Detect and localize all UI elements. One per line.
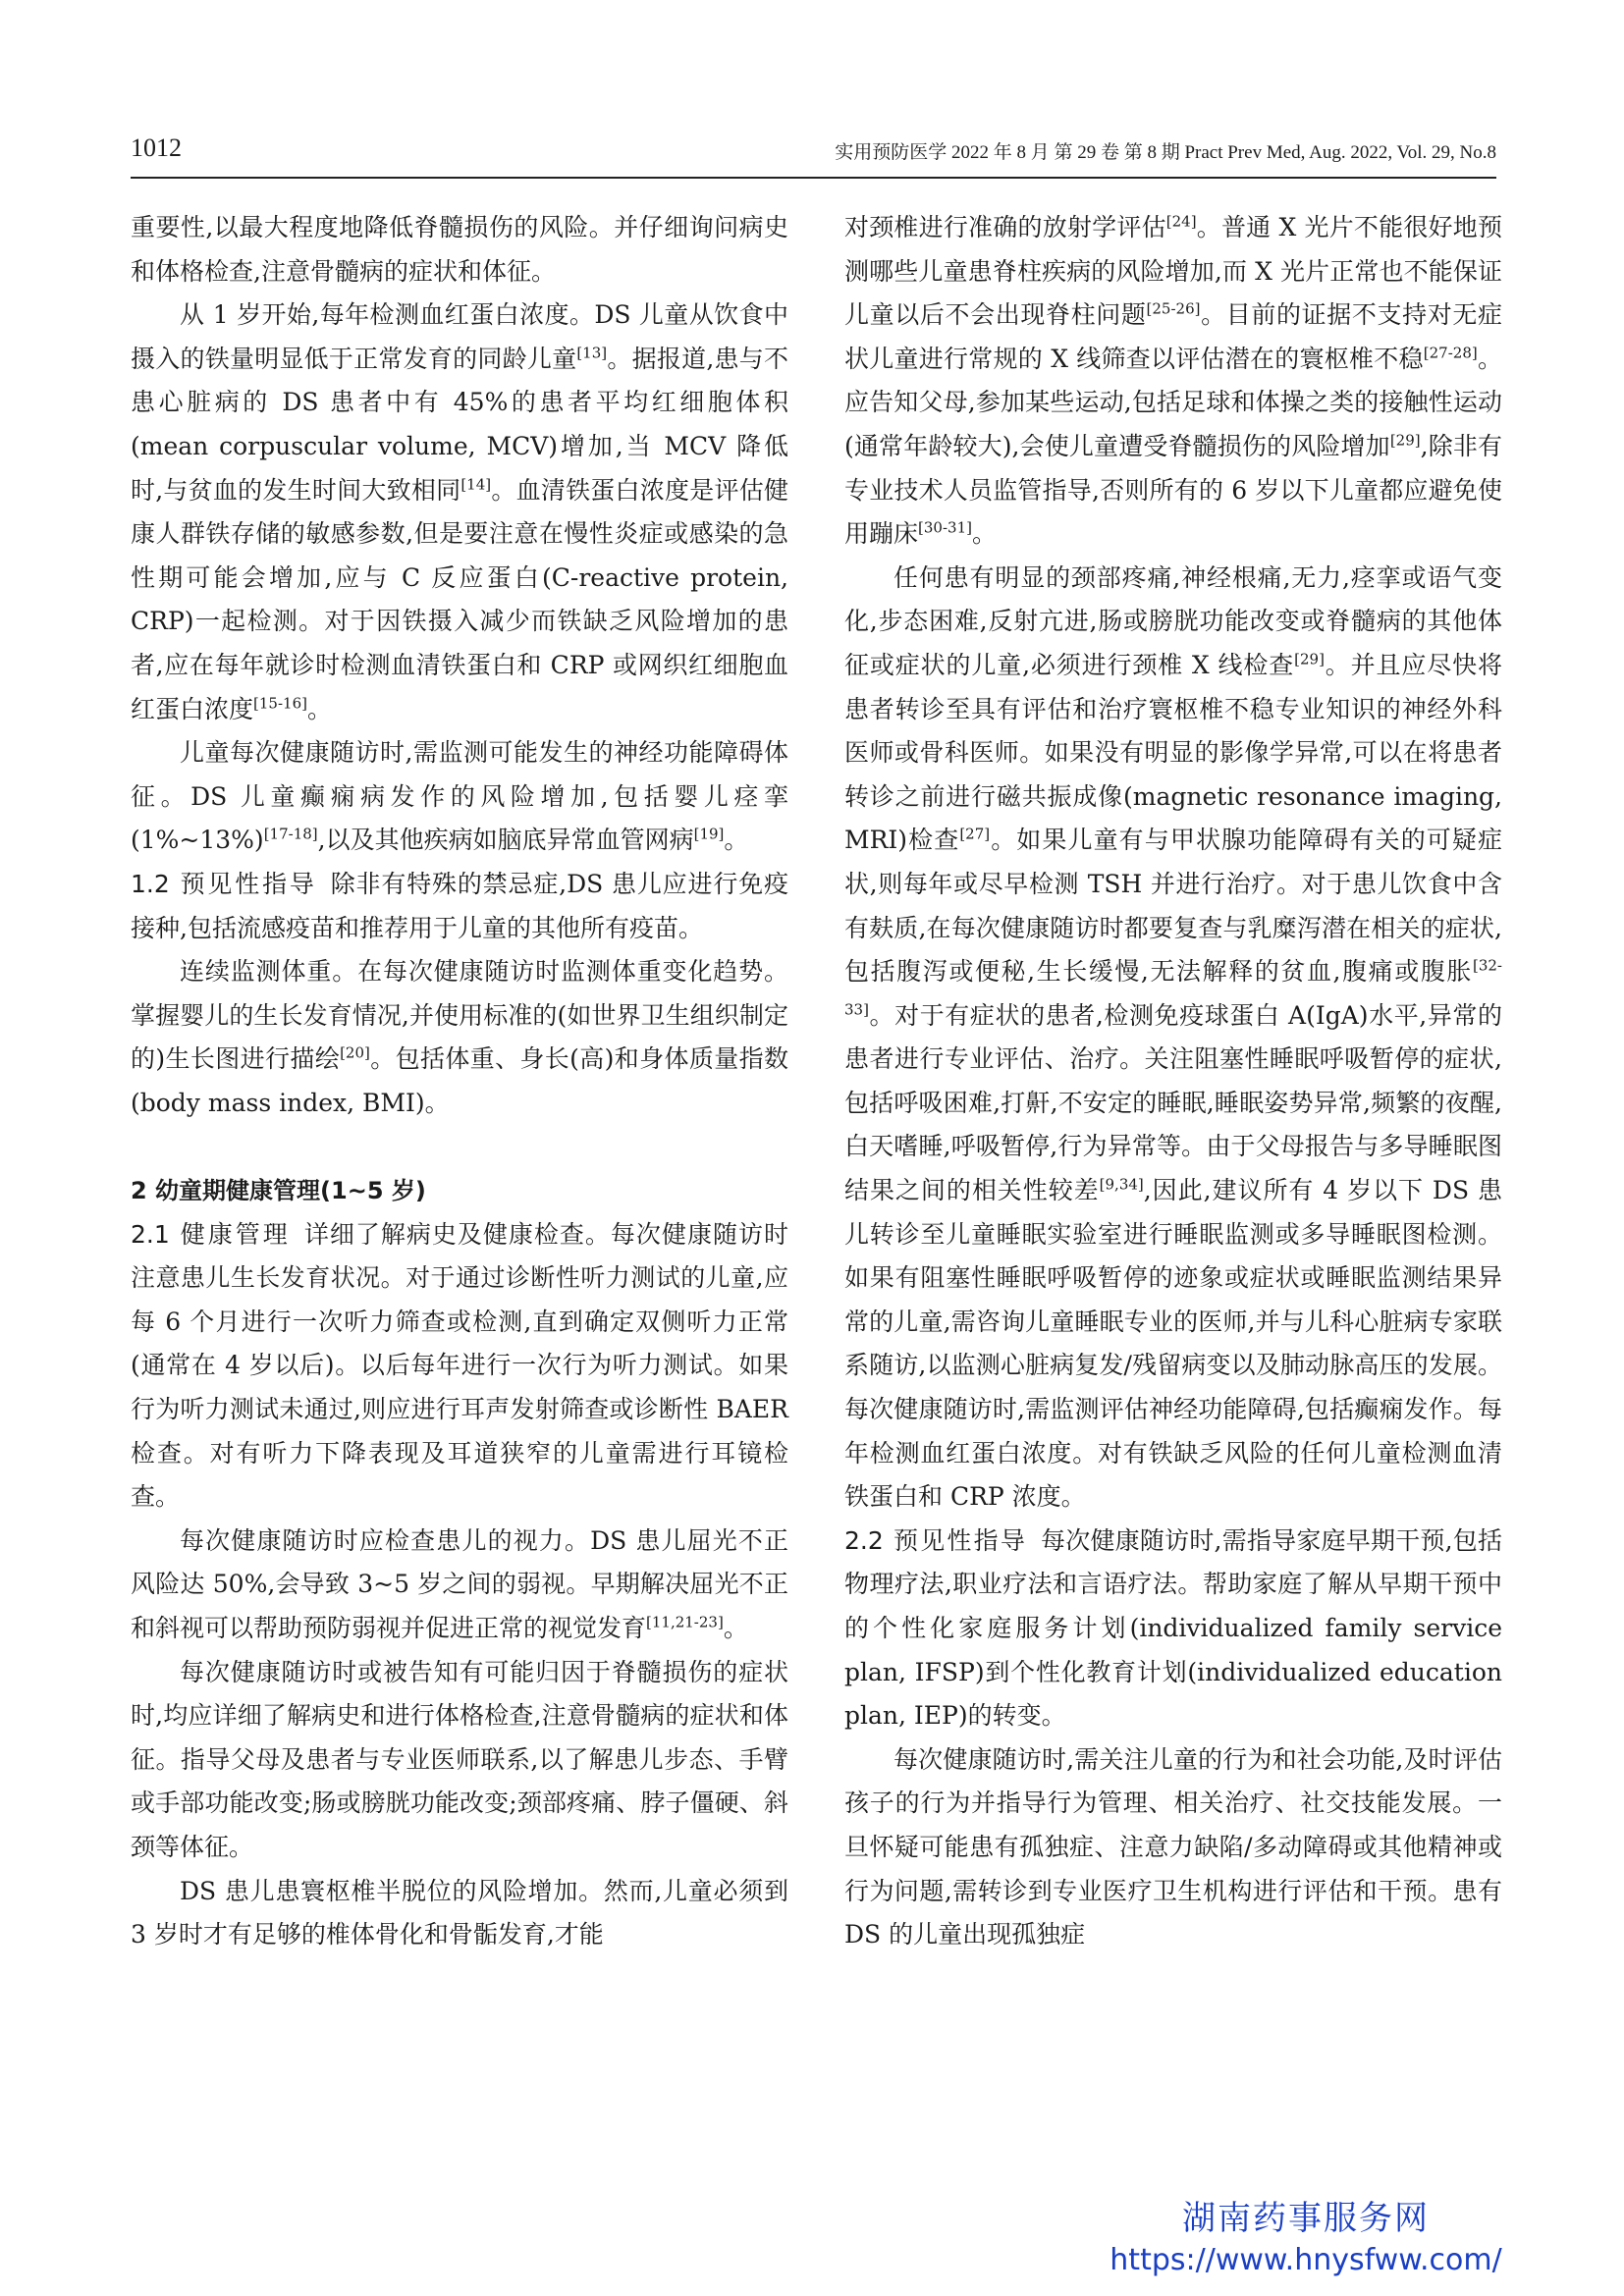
citation[interactable]: [20] — [340, 1043, 370, 1062]
citation[interactable]: [11,21-23] — [646, 1613, 724, 1631]
citation[interactable]: [32-33] — [844, 956, 1502, 1019]
citation[interactable]: [9,34] — [1099, 1175, 1144, 1194]
section-heading-2: 2 幼童期健康管理(1~5 岁) — [131, 1177, 426, 1205]
subsection-title: 预见性指导 — [179, 869, 317, 898]
paragraph: 对颈椎进行准确的放射学评估[24]。普通 X 光片不能很好地预测哪些儿童患脊柱疾病的风险增加,而 X 光片正常也不能保证儿童以后不会出现脊柱问题[25-26]。目前的证据不支持对无症状儿童进行常规的 X 线筛查以评估潜在的寰枢椎不稳[27-28]。应告知父母,参加某些运动,包括足球和体操之类的接触性运动(通常年龄较大),会使儿童遭受脊髓损伤的风险增加[29],除非有专业技术人员监管指导,否则所有的 6 岁以下儿童都应避免使用蹦床[30-31]。 — [844, 212, 1502, 549]
paragraph: 连续监测体重。在每次健康随访时监测体重变化趋势。掌握婴儿的生长发育情况,并使用标准的(如世界卫生组织制定的)生长图进行描绘[20]。包括体重、身长(高)和身体质量指数(body mass index, BMI)。 — [131, 957, 788, 1117]
subsection-1-2: 1.2 预见性指导 除非有特殊的禁忌症,DS 患儿应进行免疫接种,包括流感疫苗和推荐用于儿童的其他所有疫苗。 — [131, 869, 788, 942]
journal-citation: 实用预防医学 2022 年 8 月 第 29 卷 第 8 期 Pract Prev Med, Aug. 2022, Vol. 29, No.8 — [835, 142, 1496, 163]
subsection-title: 健康管理 — [179, 1219, 291, 1249]
citation[interactable]: [27-28] — [1423, 344, 1478, 362]
subsection-2-2: 2.2 预见性指导 每次健康随访时,需指导家庭早期干预,包括物理疗法,职业疗法和言语疗法。帮助家庭了解从早期干预中的个性化家庭服务计划(individualized family service plan, IFSP)到个性化教育计划(individualized education plan, IEP)的转变。 — [844, 1525, 1502, 1731]
watermark-url-link[interactable]: https://www.hnysfww.com/ — [1110, 2243, 1502, 2277]
citation[interactable]: [19] — [693, 825, 725, 843]
right-column — [844, 206, 1502, 1957]
paragraph: 任何患有明显的颈部疼痛,神经根痛,无力,痉挛或语气变化,步态困难,反射亢进,肠或膀胱功能改变或脊髓病的其他体征或症状的儿童,必须进行颈椎 X 线检查[29]。并且应尽快将患者转诊至具有评估和治疗寰枢椎不稳专业知识的神经外科医师或骨科医师。如果没有明显的影像学异常,可以在将患者转诊之前进行磁共振成像(magnetic resonance imaging, MRI)检查[27]。如果儿童有与甲状腺功能障碍有关的可疑症状,则每年或尽早检测 TSH 并进行治疗。对于患儿饮食中含有麸质,在每次健康随访时都要复查与乳糜泻潜在相关的症状,包括腹泻或便秘,生长缓慢,无法解释的贫血,腹痛或腹胀[32-33]。对于有症状的患者,检测免疫球蛋白 A(IgA)水平,异常的患者进行专业评估、治疗。关注阻塞性睡眠呼吸暂停的症状,包括呼吸困难,打鼾,不安定的睡眠,睡眠姿势异常,频繁的夜醒,白天嗜睡,呼吸暂停,行为异常等。由于父母报告与多导睡眠图结果之间的相关性较差[9,34],因此,建议所有 4 岁以下 DS 患儿转诊至儿童睡眠实验室进行睡眠监测或多导睡眠图检测。如果有阻塞性睡眠呼吸暂停的迹象或症状或睡眠监测结果异常的儿童,需咨询儿童睡眠专业的医师,并与儿科心脏病专家联系随访,以监测心脏病复发/残留病变以及肺动脉高压的发展。每次健康随访时,需监测评估神经功能障碍,包括癫痫发作。每年检测血红蛋白浓度。对有铁缺乏风险的任何儿童检测血清铁蛋白和 CRP 浓度。 — [844, 562, 1502, 1512]
page-header — [131, 133, 1496, 173]
citation[interactable]: [25-26] — [1146, 299, 1201, 318]
citation[interactable]: [15-16] — [253, 694, 307, 713]
paragraph: 每次健康随访时或被告知有可能归因于脊髓损伤的症状时,均应详细了解病史和进行体格检查,注意骨髓病的症状和体征。指导父母及患者与专业医师联系,以了解患儿步态、手臂或手部功能改变;肠或膀胱功能改变;颈部疼痛、脖子僵硬、斜颈等体征。 — [131, 1657, 788, 1861]
citation[interactable]: [14] — [460, 475, 492, 494]
citation[interactable]: [24] — [1165, 212, 1197, 231]
paragraph: 重要性,以最大程度地降低脊髓损伤的风险。并仔细询问病史和体格检查,注意骨髓病的症状和体征。 — [131, 213, 788, 286]
paragraph: 儿童每次健康随访时,需监测可能发生的神经功能障碍体征。DS 儿童癫痫病发作的风险增加,包括婴儿痉挛(1%~13%)[17-18],以及其他疾病如脑底异常血管网病[19]。 — [131, 738, 788, 855]
subsection-title: 预见性指导 — [893, 1525, 1028, 1555]
site-watermark[interactable] — [1110, 2197, 1502, 2281]
citation[interactable]: [29] — [1389, 431, 1421, 450]
subsection-2-1: 2.1 健康管理 详细了解病史及健康检查。每次健康随访时注意患儿生长发育状况。对于通过诊断性听力测试的儿童,应每 6 个月进行一次听力筛查或检测,直到确定双侧听力正常(通常在 4 岁以后)。以后每年进行一次行为听力测试。如果行为听力测试未通过,则应进行耳声发射筛查或诊断性 BAER 检查。对有听力下降表现及耳道狭窄的儿童需进行耳镜检查。 — [131, 1219, 788, 1512]
citation[interactable]: [27] — [959, 825, 991, 843]
citation[interactable]: [30-31] — [918, 518, 972, 537]
paragraph: 从 1 岁开始,每年检测血红蛋白浓度。DS 儿童从饮食中摄入的铁量明显低于正常发育的同龄儿童[13]。据报道,患与不患心脏病的 DS 患者中有 45%的患者平均红细胞体积(mean corpuscular volume, MCV)增加,当 MCV 降低时,与贫血的发生时间大致相同[14]。血清铁蛋白浓度是评估健康人群铁存储的敏感参数,但是要注意在慢性炎症或感染的急性期可能会增加,应与 C 反应蛋白(C-reactive protein, CRP)一起检测。对于因铁摄入减少而铁缺乏风险增加的患者,应在每年就诊时检测血清铁蛋白和 CRP 或网织红细胞血红蛋白浓度[15-16]。 — [131, 300, 788, 723]
paragraph: 每次健康随访时,需关注儿童的行为和社会功能,及时评估孩子的行为并指导行为管理、相关治疗、社交技能发展。一旦怀疑可能患有孤独症、注意力缺陷/多动障碍或其他精神或行为问题,需转诊到专业医疗卫生机构进行评估和干预。患有 DS 的儿童出现孤独症 — [844, 1744, 1502, 1949]
citation[interactable]: [29] — [1294, 650, 1325, 668]
page-number: 1012 — [131, 133, 182, 162]
paragraph: 每次健康随访时应检查患儿的视力。DS 患儿屈光不正风险达 50%,会导致 3~5 岁之间的弱视。早期解决屈光不正和斜视可以帮助预防弱视并促进正常的视觉发育[11,21-23]。 — [131, 1525, 788, 1642]
citation[interactable]: [17-18] — [263, 825, 318, 843]
header-rule — [131, 177, 1496, 179]
citation[interactable]: [13] — [576, 344, 608, 362]
paragraph: DS 患儿患寰枢椎半脱位的风险增加。然而,儿童必须到 3 岁时才有足够的椎体骨化和骨骺发育,才能 — [131, 1876, 788, 1949]
left-column — [131, 206, 788, 1957]
watermark-site-name: 湖南药事服务网 — [1182, 2199, 1430, 2238]
